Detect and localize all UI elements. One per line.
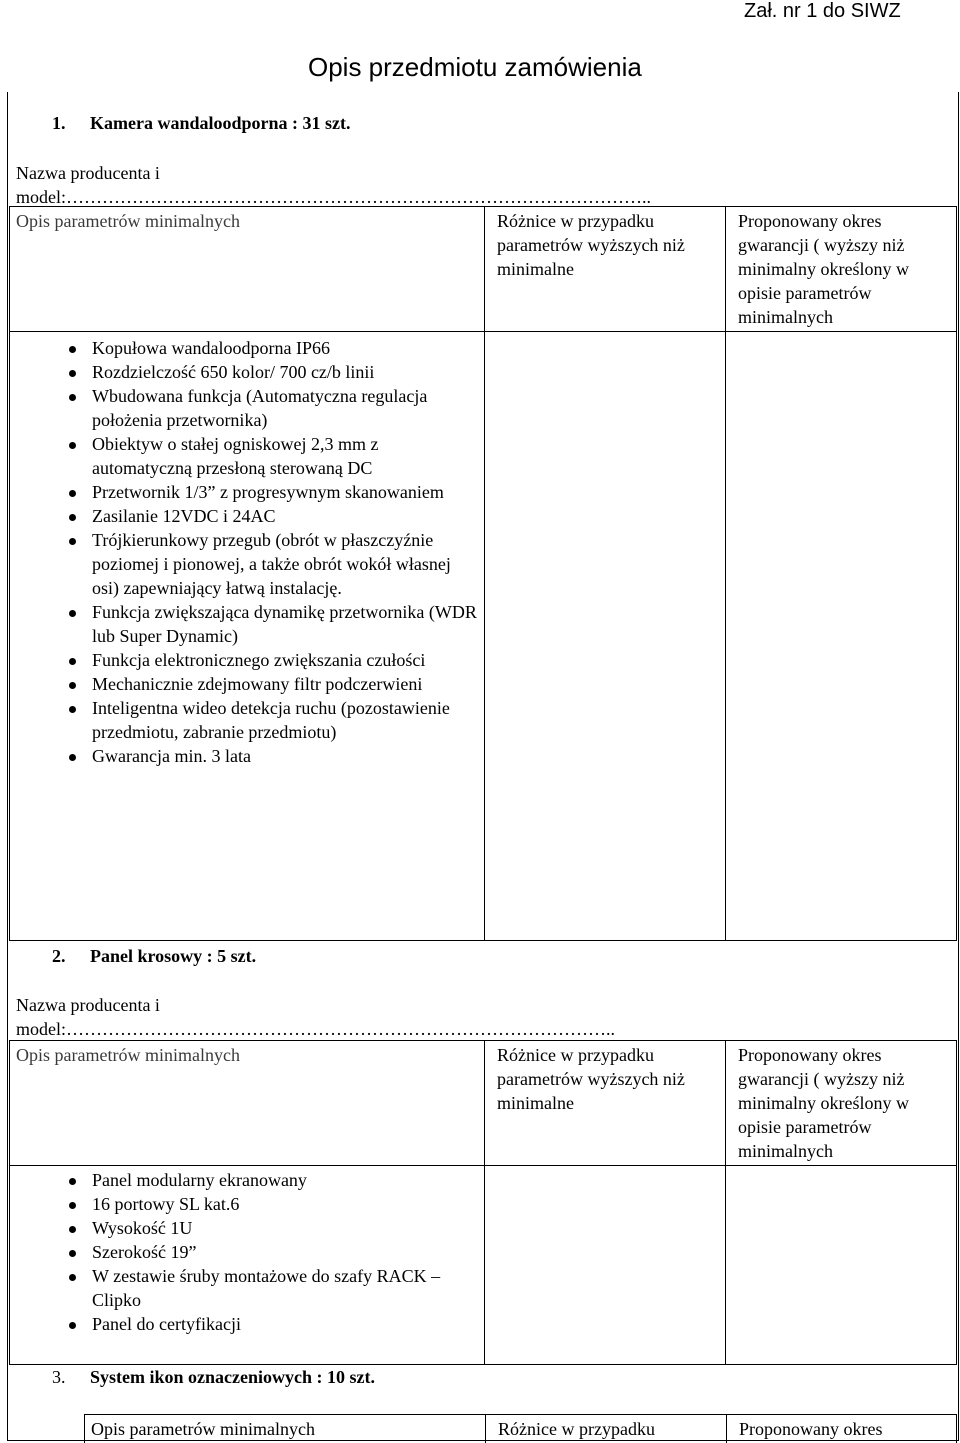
column-header-warranty: Proponowany okres gwarancji ( wyższy niż minimalny określony w opisie parametrów minimalnych: [726, 207, 957, 332]
list-item: Obiektyw o stałej ogniskowej 2,3 mm z automatyczną przesłoną sterowaną DC: [34, 432, 478, 480]
section-1-params-cell: [10, 332, 485, 941]
section-1-feature-list: [16, 336, 478, 768]
list-item: Gwarancja min. 3 lata: [34, 744, 478, 768]
list-item: Trójkierunkowy przegub (obrót w płaszczyźnie poziomej i pionowej, a także obrót wokół własnej osi) zapewniający łatwą instalację.: [34, 528, 478, 600]
list-item: Przetwornik 1/3” z progresywnym skanowaniem: [34, 480, 478, 504]
document-header-note: Zał. nr 1 do SIWZ: [744, 0, 901, 23]
list-item: Mechanicznie zdejmowany filtr podczerwieni: [34, 672, 478, 696]
list-item: Rozdzielczość 650 kolor/ 700 cz/b linii: [34, 360, 478, 384]
section-1-warranty-cell[interactable]: [726, 332, 957, 941]
section-1-table: [9, 206, 957, 941]
list-item: Szerokość 19”: [34, 1240, 478, 1264]
list-item: Inteligentna wideo detekcja ruchu (pozostawienie przedmiotu, zabranie przedmiotu): [34, 696, 478, 744]
column-header-differences: Różnice w przypadku parametrów wyższych niż minimalne: [485, 207, 726, 332]
list-item: Panel do certyfikacji: [34, 1312, 478, 1336]
page-title: Opis przedmiotu zamówienia: [308, 52, 642, 83]
section-3-table: [84, 1414, 957, 1443]
column-header-min-params: Opis parametrów minimalnych: [85, 1415, 486, 1443]
producer-model-field: model:……………………………………………………………………………………..: [16, 185, 946, 209]
list-item: Zasilanie 12VDC i 24AC: [34, 504, 478, 528]
list-item: Panel modularny ekranowany: [34, 1168, 478, 1192]
section-2-differences-cell[interactable]: [485, 1166, 726, 1365]
section-1-producer: Nazwa producenta i model:……………………………………………………………………………………..: [16, 161, 946, 209]
section-2-warranty-cell[interactable]: [726, 1166, 957, 1365]
section-2-heading: 2. Panel krosowy : 5 szt.: [52, 946, 256, 967]
section-2-feature-list: [16, 1168, 478, 1336]
section-2-producer: Nazwa producenta i model:………………………………………………………………………………..: [16, 993, 946, 1041]
list-item: Wysokość 1U: [34, 1216, 478, 1240]
section-1-heading: 1. Kamera wandaloodporna : 31 szt.: [52, 113, 351, 134]
section-2-table: [9, 1040, 957, 1365]
producer-model-field: model:………………………………………………………………………………..: [16, 1017, 946, 1041]
list-item: W zestawie śruby montażowe do szafy RACK – Clipko: [34, 1264, 478, 1312]
list-item: 16 portowy SL kat.6: [34, 1192, 478, 1216]
list-item: Funkcja elektronicznego zwiększania czułości: [34, 648, 478, 672]
section-2-params-cell: [10, 1166, 485, 1365]
section-3-heading: 3. System ikon oznaczeniowych : 10 szt.: [52, 1367, 375, 1388]
column-header-min-params: Opis parametrów minimalnych: [10, 1041, 485, 1166]
list-item: Wbudowana funkcja (Automatyczna regulacja położenia przetwornika): [34, 384, 478, 432]
column-header-min-params: Opis parametrów minimalnych: [10, 207, 485, 332]
column-header-differences: Różnice w przypadku: [486, 1415, 727, 1443]
column-header-warranty: Proponowany okres gwarancji ( wyższy niż minimalny określony w opisie parametrów minimalnych: [726, 1041, 957, 1166]
section-1-differences-cell[interactable]: [485, 332, 726, 941]
list-item: Kopułowa wandaloodporna IP66: [34, 336, 478, 360]
column-header-warranty: Proponowany okres: [727, 1415, 957, 1443]
column-header-differences: Różnice w przypadku parametrów wyższych niż minimalne: [485, 1041, 726, 1166]
list-item: Funkcja zwiększająca dynamikę przetwornika (WDR lub Super Dynamic): [34, 600, 478, 648]
